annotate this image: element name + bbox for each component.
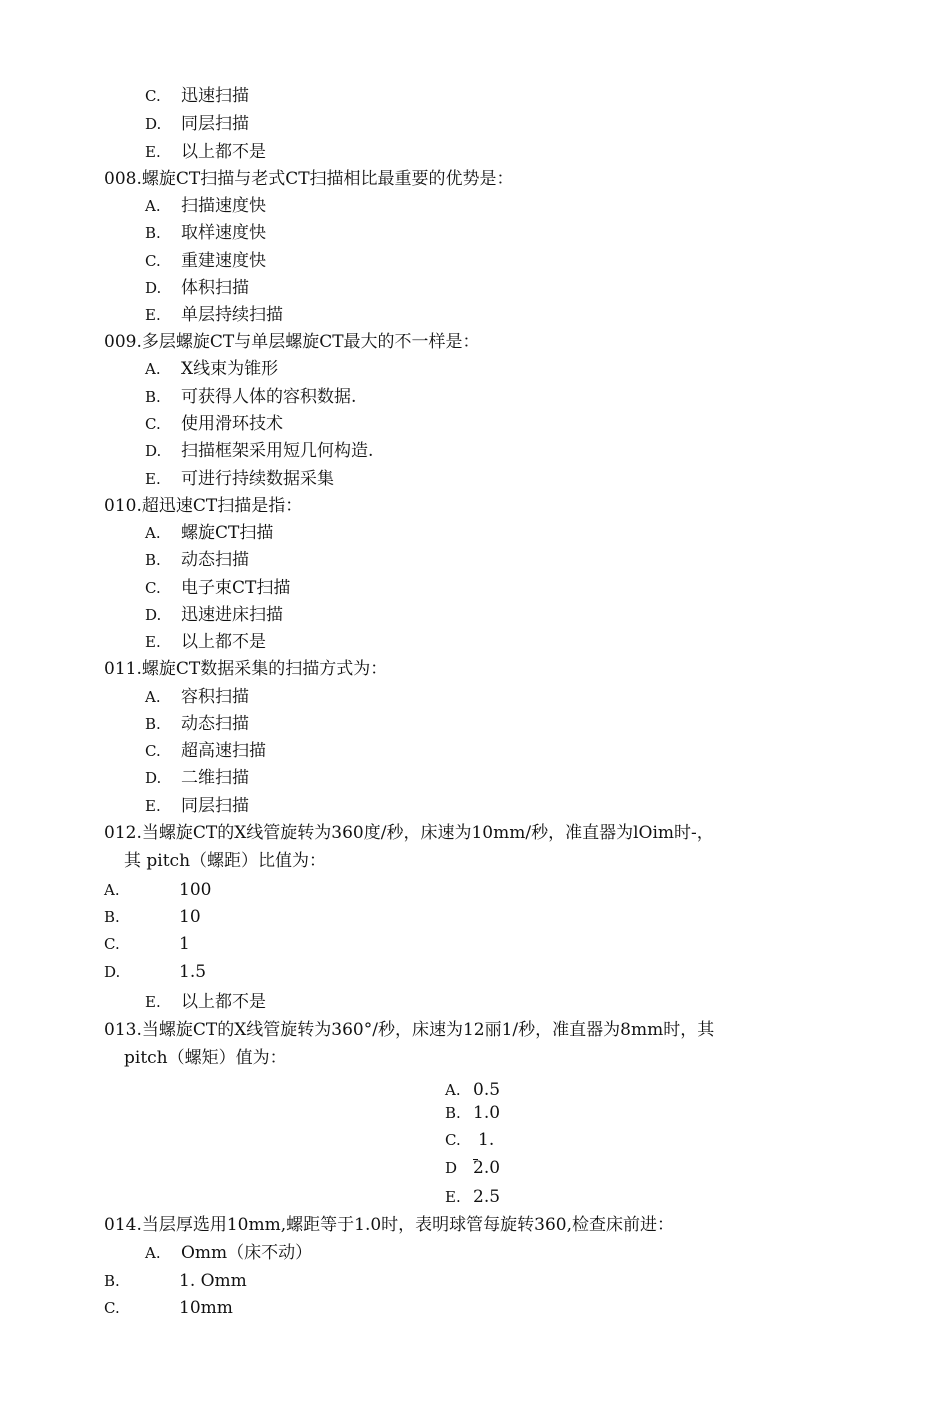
q007-option-e: E. 以上都不是 <box>145 142 266 162</box>
q013-option-c: C. 1. <box>445 1130 495 1150</box>
q011-stem: 011.螺旋CT数据采集的扫描方式为： <box>104 659 388 679</box>
q011-option-a: A. 容积扫描 <box>145 687 249 707</box>
q008-option-e: E. 单层持续扫描 <box>145 305 283 325</box>
q011-option-b: B. 动态扫描 <box>145 714 249 734</box>
q014-option-b: B. 1. Omm <box>104 1271 247 1291</box>
q014-stem: 014.当层厚选用10mm,螺距等于1.0时，表明球管每旋转360,检查床前进： <box>104 1215 675 1235</box>
q014-option-c: C. 10mm <box>104 1298 233 1318</box>
q009-option-c: C. 使用滑环技术 <box>145 414 283 434</box>
q012-option-b: B. 10 <box>104 907 201 927</box>
q007-option-d: D. 同层扫描 <box>145 114 249 134</box>
q009-option-b: B. 可获得人体的容积数据. <box>145 387 357 407</box>
q012-option-a: A. 100 <box>104 880 212 900</box>
q009-option-a: A. X线束为锥形 <box>145 359 279 379</box>
q013-option-d: D 2.0 <box>445 1158 501 1178</box>
q014-option-a: A. Omm（床不动） <box>145 1243 313 1263</box>
q010-option-d: D. 迅速进床扫描 <box>145 605 283 625</box>
q011-option-e: E. 同层扫描 <box>145 796 249 816</box>
q013-option-a: A. 0.5 <box>445 1080 501 1100</box>
q012-stem-line1: 012.当螺旋CT的X线管旋转为360度/秒，床速为10mm/秒，准直器为lOim时-， <box>104 823 714 843</box>
q013-stem-line1: 013.当螺旋CT的X线管旋转为360°/秒，床速为12丽1/秒，准直器为8mm时，其 <box>104 1020 715 1040</box>
q012-option-e: E. 以上都不是 <box>145 992 266 1012</box>
q011-option-d: D. 二维扫描 <box>145 768 249 788</box>
q008-option-c: C. 重建速度快 <box>145 251 266 271</box>
q008-option-a: A. 扫描速度快 <box>145 196 266 216</box>
q012-option-d: D. 1.5 <box>104 962 207 982</box>
q011-option-c: C. 超高速扫描 <box>145 741 266 761</box>
q013-stem-line2: pitch（螺矩）值为： <box>124 1048 287 1068</box>
q008-stem: 008.螺旋CT扫描与老式CT扫描相比最重要的优势是： <box>104 169 514 189</box>
q010-option-a: A. 螺旋CT扫描 <box>145 523 274 543</box>
q009-stem: 009.多层螺旋CT与单层螺旋CT最大的不一样是： <box>104 332 480 352</box>
q012-stem-line2: 其 pitch（螺距）比值为： <box>124 851 327 871</box>
q008-option-b: B. 取样速度快 <box>145 223 266 243</box>
q012-option-c: C. 1 <box>104 934 190 954</box>
q010-option-c: C. 电子束CT扫描 <box>145 578 291 598</box>
q009-option-d: D. 扫描框架采用短几何构造. <box>145 441 374 461</box>
q013-option-b: B. 1.0 <box>445 1103 501 1123</box>
q009-option-e: E. 可进行持续数据采集 <box>145 469 334 489</box>
q010-stem: 010.超迅速CT扫描是指： <box>104 496 303 516</box>
q008-option-d: D. 体积扫描 <box>145 278 249 298</box>
q010-option-b: B. 动态扫描 <box>145 550 249 570</box>
q007-option-c: C. 迅速扫描 <box>145 86 249 106</box>
q010-option-e: E. 以上都不是 <box>145 632 266 652</box>
q013-option-e: E. 2.5 <box>445 1187 501 1207</box>
